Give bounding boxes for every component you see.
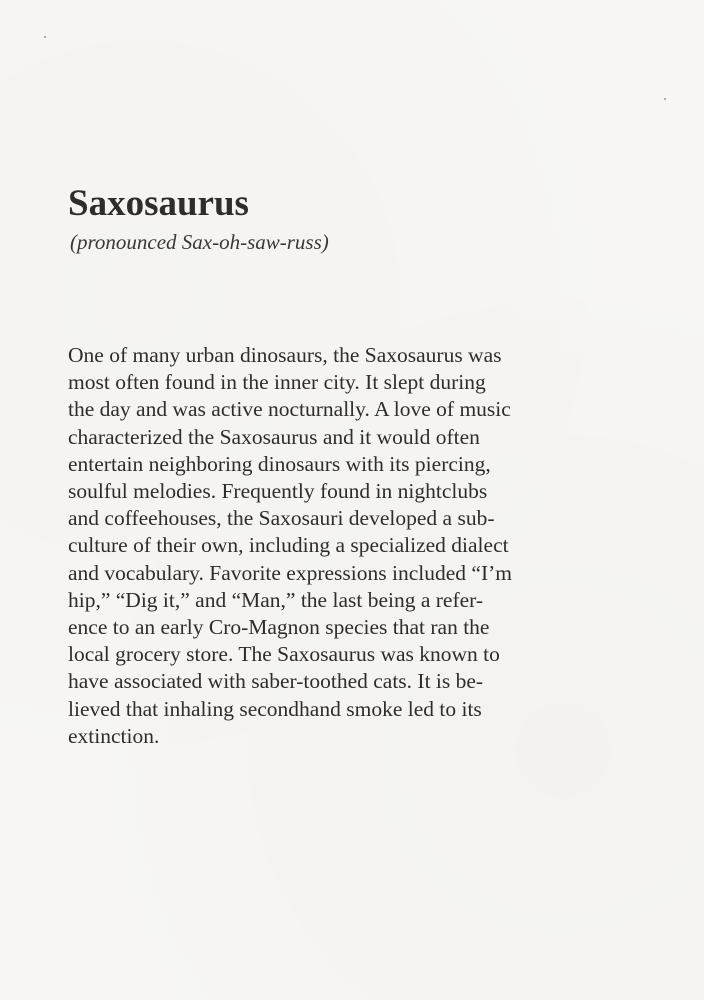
paper-speck <box>44 36 46 38</box>
body-line: lieved that inhaling secondhand smoke led to its <box>68 696 482 721</box>
body-line: entertain neighboring dinosaurs with its piercing, <box>68 451 491 476</box>
pronunciation-note: (pronounced Sax-oh-saw-russ) <box>70 230 329 254</box>
entry-body <box>68 342 628 750</box>
body-line: most often found in the inner city. It slept during <box>68 370 486 395</box>
body-line: culture of their own, including a specialized dialect <box>68 533 509 558</box>
paper-speck <box>664 98 666 100</box>
body-line: local grocery store. The Saxosaurus was known to <box>68 642 500 667</box>
body-line: One of many urban dinosaurs, the Saxosaurus was <box>68 343 502 367</box>
body-line: extinction. <box>68 723 160 748</box>
body-line: soulful melodies. Frequently found in nightclubs <box>68 479 488 504</box>
body-line: have associated with saber-toothed cats. It is be- <box>68 669 484 694</box>
body-line: and coffeehouses, the Saxosauri developed a sub- <box>68 506 495 531</box>
entry-title: Saxosaurus <box>68 183 249 224</box>
body-line: the day and was active nocturnally. A love of music <box>68 397 511 422</box>
body-line: characterized the Saxosaurus and it would often <box>68 424 480 449</box>
body-line: and vocabulary. Favorite expressions included “I’m <box>68 560 512 585</box>
body-line: ence to an early Cro-Magnon species that ran the <box>68 615 490 640</box>
body-line: hip,” “Dig it,” and “Man,” the last being a refer- <box>68 587 484 612</box>
